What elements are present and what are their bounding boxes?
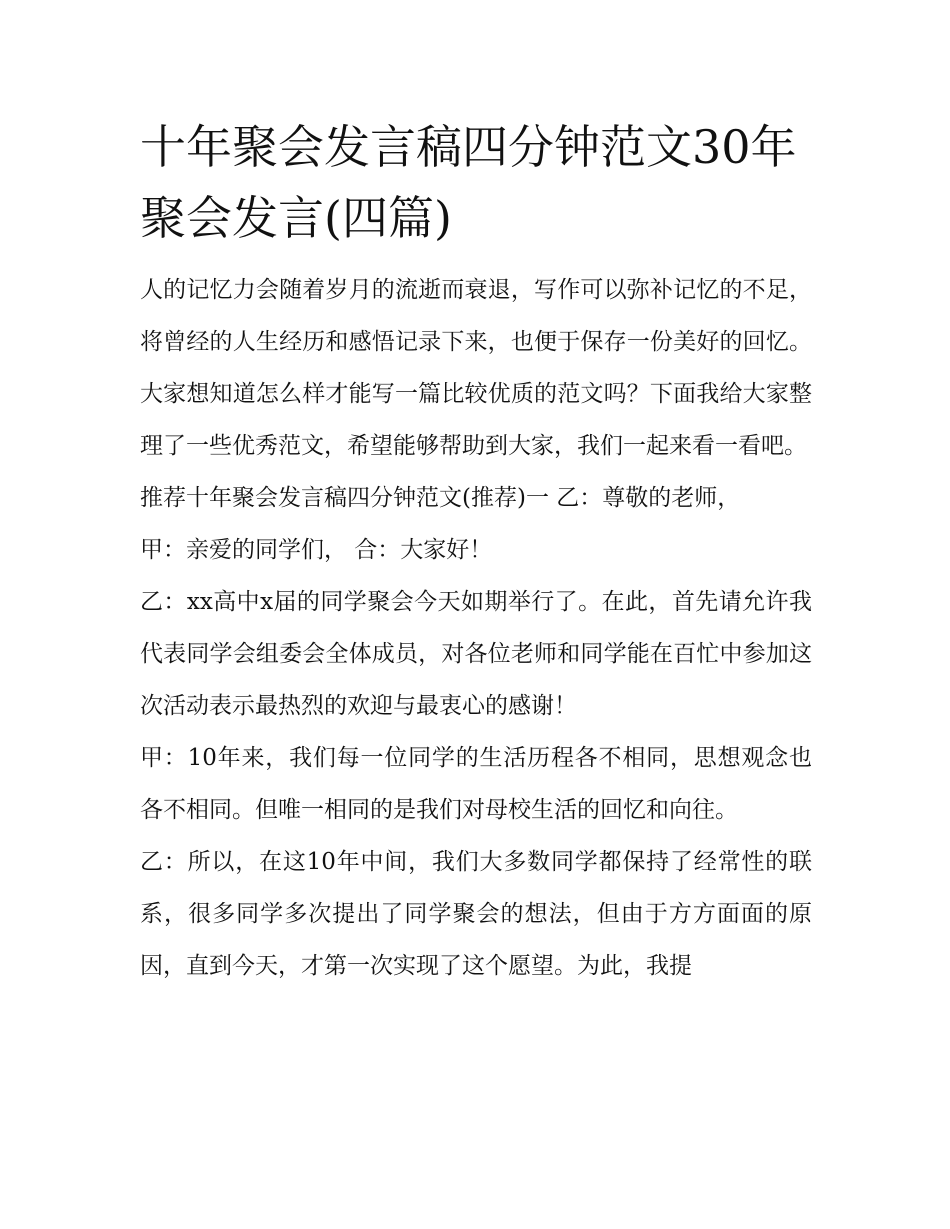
- paragraph-welcome: 乙：xx高中x届的同学聚会今天如期举行了。在此，首先请允许我代表同学会组委会全体成员，对各位老师和同学能在百忙中参加这次活动表示最热烈的欢迎与最衷心的感谢！: [140, 589, 812, 719]
- paragraph-reunion-wish: 乙：所以，在这10年中间，我们大多数同学都保持了经常性的联系，很多同学多次提出了同学聚会的想法，但由于方方面面的原因，直到今天，才第一次实现了这个愿望。为此，我提: [140, 849, 812, 979]
- paragraph-ten-years: 甲：10年来，我们每一位同学的生活历程各不相同，思想观念也各不相同。但唯一相同的是我们对母校生活的回忆和向往。: [140, 745, 812, 823]
- paragraph-intro: 人的记忆力会随着岁月的流逝而衰退，写作可以弥补记忆的不足，将曾经的人生经历和感悟记录下来，也便于保存一份美好的回忆。大家想知道怎么样才能写一篇比较优质的范文吗？下面我给大家整理了一些优秀范文，希望能够帮助到大家，我们一起来看一看吧。: [140, 277, 812, 459]
- document-title: 十年聚会发言稿四分钟范文30年聚会发言(四篇): [140, 120, 797, 245]
- paragraph-greeting-teachers: 推荐十年聚会发言稿四分钟范文(推荐)一 乙：尊敬的老师，: [140, 485, 741, 511]
- paragraph-greeting-classmates: 甲：亲爱的同学们， 合：大家好！: [140, 537, 493, 563]
- document-page: [140, 112, 812, 992]
